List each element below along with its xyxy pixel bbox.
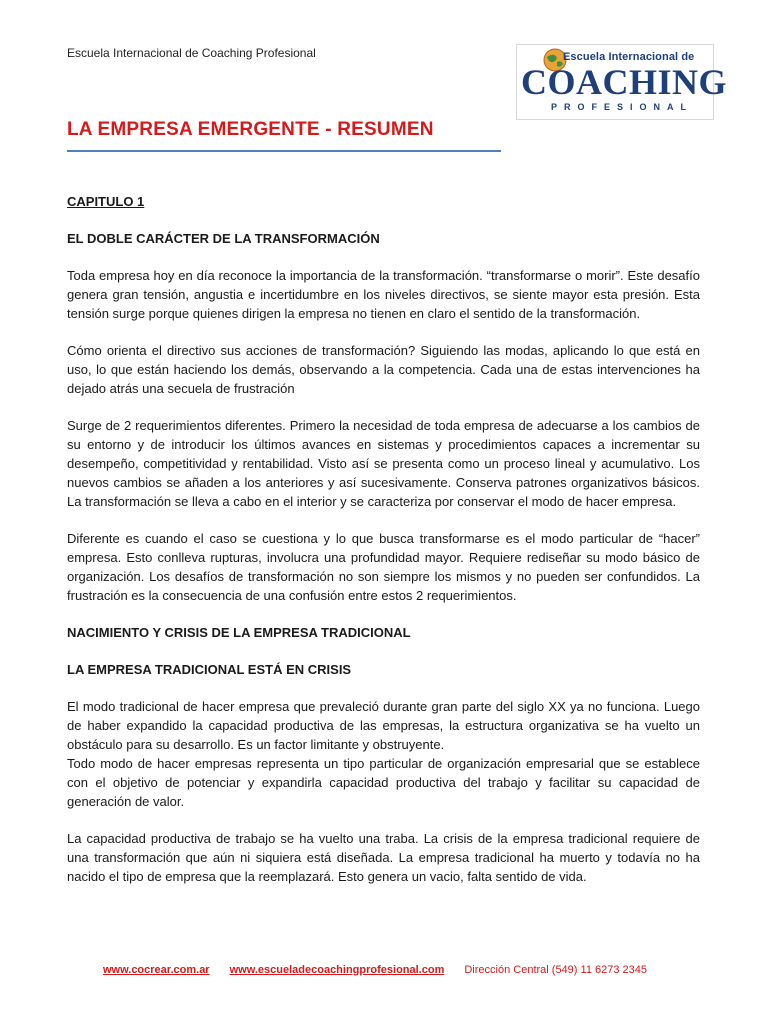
paragraph: Todo modo de hacer empresas representa un tipo particular de organización empresarial que se establece con el objetivo de potenciar y expandirla capacidad productiva del trabajo y facilitar su capacidad de generación de valor. bbox=[67, 756, 700, 809]
paragraph: Surge de 2 requerimientos diferentes. Primero la necesidad de toda empresa de adecuarse a los cambios de su entorno y de introducir los últimos avances en sistemas y procedimientos capaces a incrementar su desempeño, competitividad y rentabilidad. Visto así se presenta como un proceso lineal y acumulativo. Los nuevos cambios se añaden a los anteriores y así sucesivamente. Conserva patrones organizativos básicos. La transformación se lleva a cabo en el interior y se caracteriza por conservar el modo de hacer empresa. bbox=[67, 418, 700, 509]
paragraph: El modo tradicional de hacer empresa que prevaleció durante gran parte del siglo XX ya no funciona. Luego de haber expandido la capacidad productiva de las empresas, la estructura organizativa se ha vuelto un obstáculo para su desarrollo. Es un factor limitante y obstruyente. bbox=[67, 699, 700, 752]
footer-contact: Dirección Central (549) 11 6273 2345 bbox=[464, 964, 647, 976]
footer-link-cocrear[interactable]: www.cocrear.com.ar bbox=[103, 964, 210, 976]
paragraph: La capacidad productiva de trabajo se ha vuelto una traba. La crisis de la empresa tradicional requiere de una transformación que aún ni siquiera está diseñada. La empresa tradicional ha muerto y todavía no ha nacido el tipo de empresa que la reemplazará. Esto genera un vacio, falta sentido de vida. bbox=[67, 831, 700, 884]
page-footer bbox=[103, 964, 647, 976]
paragraph: Toda empresa hoy en día reconoce la importancia de la transformación. “transformarse o morir”. Este desafío genera gran tensión, angustia e incertidumbre en los niveles directivos, se siente mayor esta presión. Esta tensión surge porque quienes dirigen la empresa no tienen en claro el sentido de la transformación. bbox=[67, 268, 700, 321]
paragraph: Diferente es cuando el caso se cuestiona y lo que busca transformarse es el modo particular de “hacer” empresa. Esto conlleva rupturas, involucra una profundidad mayor. Requiere rediseñar su modo básico de organización. Los desafíos de transformación no son siempre los mismos y no pueden ser confundidos. La frustración es la consecuencia de una confusión entre estos 2 requerimientos. bbox=[67, 531, 700, 603]
section-heading: EL DOBLE CARÁCTER DE LA TRANSFORMACIÓN bbox=[67, 231, 380, 246]
document-body bbox=[67, 192, 700, 904]
title-underline bbox=[67, 150, 501, 152]
paragraph: Cómo orienta el directivo sus acciones de transformación? Siguiendo las modas, aplicando lo que está en uso, lo que están haciendo los demás, observando a la competencia. Cada una de estas intervenciones ha dejado atrás una secuela de frustración bbox=[67, 343, 700, 396]
logo-sub-text: PROFESIONAL bbox=[551, 102, 694, 112]
document-title: LA EMPRESA EMERGENTE - RESUMEN bbox=[67, 119, 434, 140]
section-heading: NACIMIENTO Y CRISIS DE LA EMPRESA TRADICIONAL bbox=[67, 625, 411, 640]
header-school-name: Escuela Internacional de Coaching Profesional bbox=[67, 46, 316, 60]
school-logo bbox=[516, 44, 728, 120]
logo-top-text: Escuela Internacional de bbox=[563, 51, 695, 63]
section-heading: LA EMPRESA TRADICIONAL ESTÁ EN CRISIS bbox=[67, 662, 352, 677]
chapter-heading: CAPITULO 1 bbox=[67, 194, 145, 209]
logo-main-text: COACHING bbox=[521, 62, 728, 102]
footer-link-school[interactable]: www.escueladecoachingprofesional.com bbox=[229, 964, 445, 976]
